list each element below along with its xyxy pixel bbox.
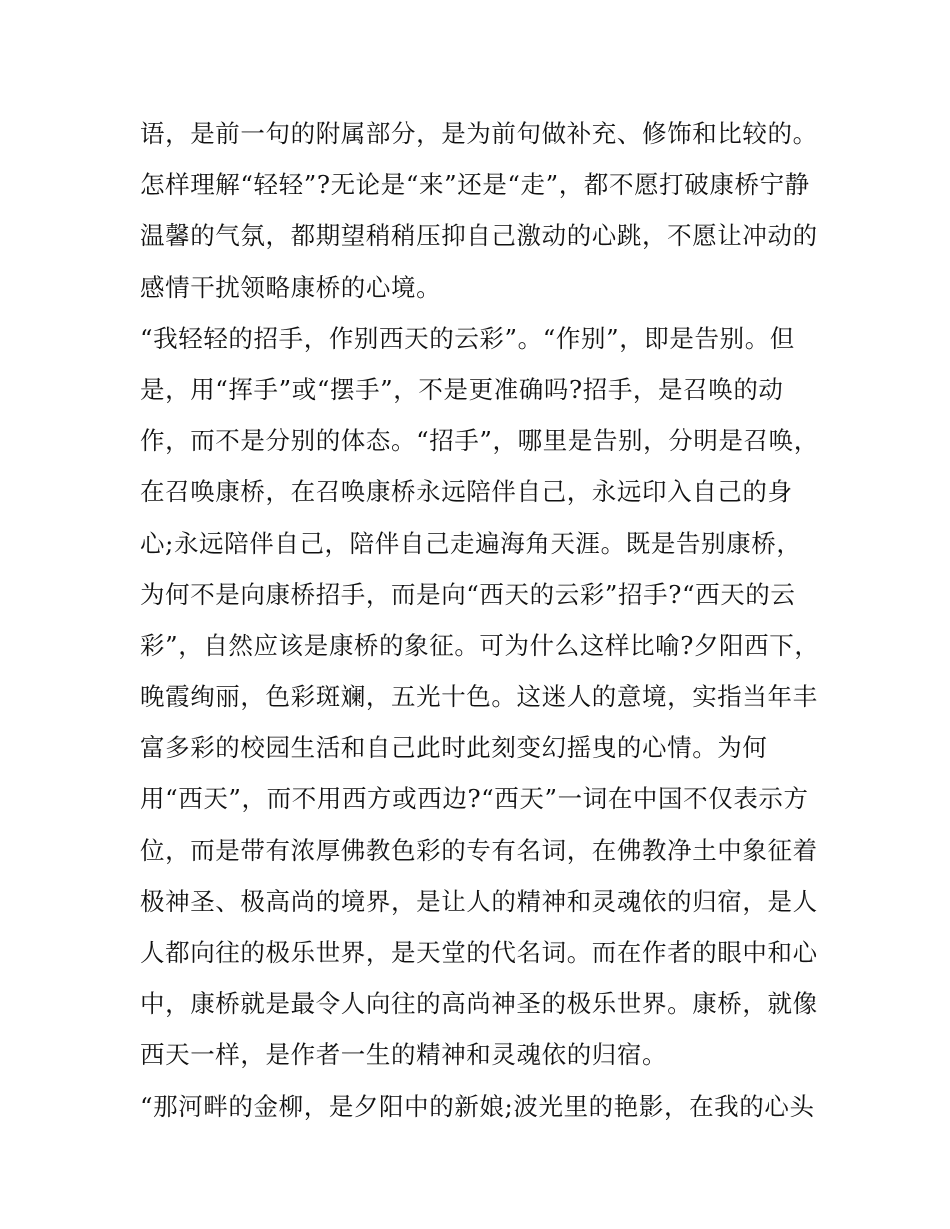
text-line: 语，是前一句的附属部分，是为前句做补充、修饰和比较的。 (140, 119, 818, 148)
text-line: 作，而不是分别的体态。“招手”，哪里是告别，分明是召唤， (140, 426, 819, 456)
text-line: 极神圣、极高尚的境界，是让人的精神和灵魂依的归宿，是人 (140, 886, 818, 916)
text-line: 在召唤康桥，在召唤康桥永远陪伴自己，永远印入自己的身 (140, 477, 793, 507)
text-line: 晚霞绚丽，色彩斑斓，五光十色。这迷人的意境，实指当年丰 (140, 682, 818, 712)
text-line: 是，用“挥手”或“摆手”，不是更准确吗?招手，是召唤的动 (140, 374, 784, 404)
text-line: 温馨的气氛，都期望稍稍压抑自己激动的心跳，不愿让冲动的 (140, 221, 818, 251)
text-line: 西天一样，是作者一生的精神和灵魂依的归宿。 (140, 1040, 668, 1070)
text-line: 中，康桥就是最令人向往的高尚神圣的极乐世界。康桥，就像 (140, 989, 818, 1019)
text-line: 人都向往的极乐世界，是天堂的代名词。而在作者的眼中和心 (140, 938, 818, 967)
text-line: 富多彩的校园生活和自己此时此刻变幻摇曳的心情。为何 (140, 733, 768, 763)
text-line: 为何不是向康桥招手，而是向“西天的云彩”招手?“西天的云 (140, 579, 796, 609)
document-body (140, 108, 820, 1132)
text-line: 彩”，自然应该是康桥的象征。可为什么这样比喻?夕阳西下， (140, 630, 820, 660)
text-line: 用“西天”，而不用西方或西边?“西天”一词在中国不仅表示方 (140, 784, 809, 814)
text-line: 心;永远陪伴自己，陪伴自己走遍海角天涯。既是告别康桥， (140, 528, 802, 558)
text-line: 感情干扰领略康桥的心境。 (140, 272, 442, 302)
text-line: 怎样理解“轻轻”?无论是“来”还是“走”，都不愿打破康桥宁静 (140, 170, 810, 200)
text-line: “我轻轻的招手，作别西天的云彩”。“作别”，即是告别。但 (140, 323, 795, 353)
text-line: “那河畔的金柳，是夕阳中的新娘;波光里的艳影，在我的心头 (140, 1091, 815, 1121)
text-line: 位，而是带有浓厚佛教色彩的专有名词，在佛教净土中象征着 (140, 835, 818, 865)
